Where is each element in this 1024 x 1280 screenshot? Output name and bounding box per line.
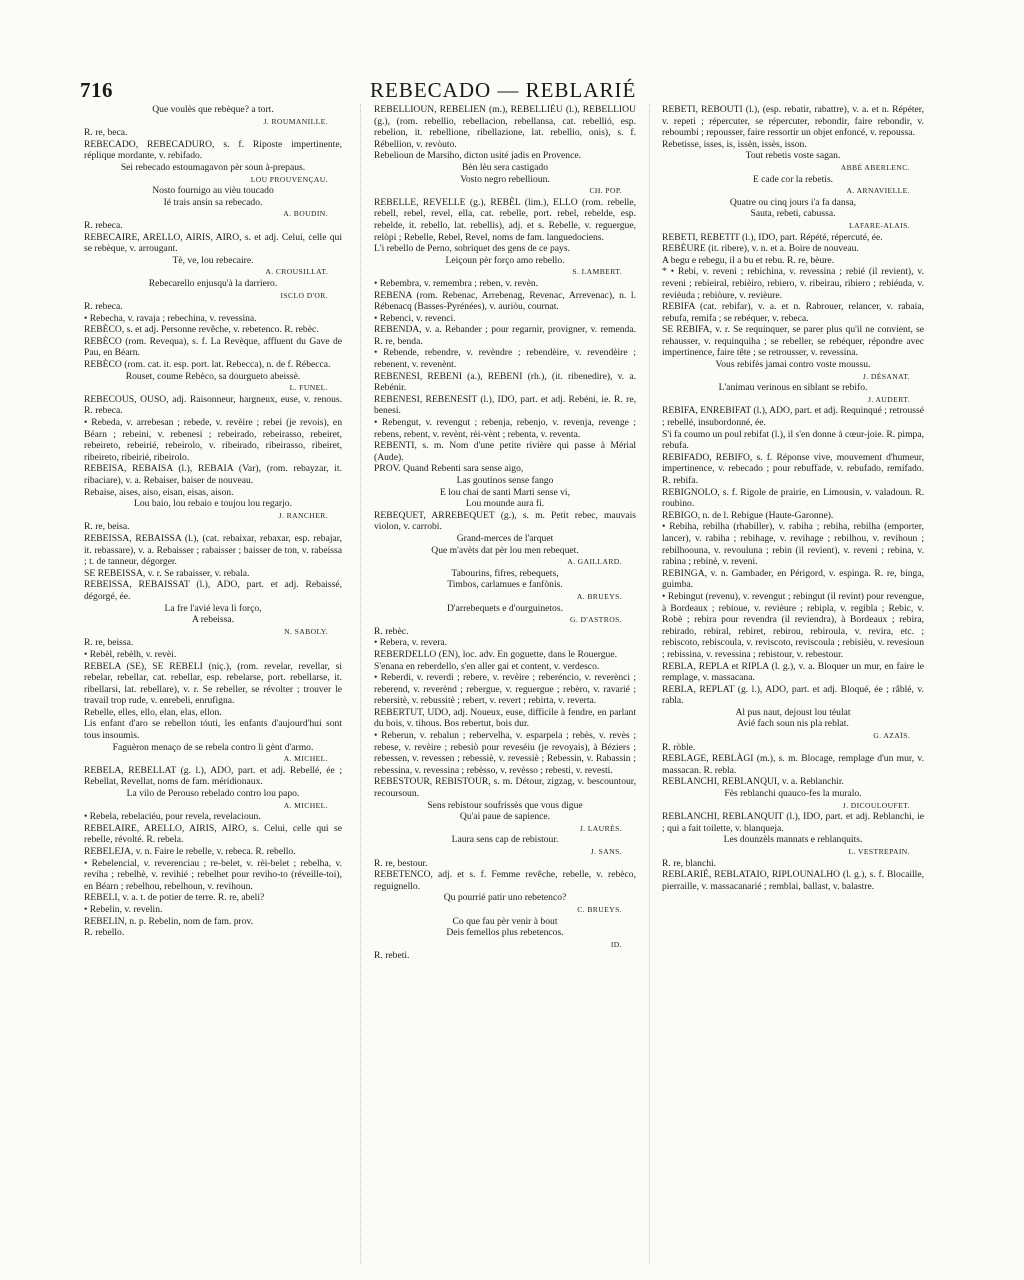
entry-paragraph: R. re, beisa. (84, 521, 130, 533)
entry-paragraph: REBENDA, v. a. Rebander ; pour regarnir, provigner, v. remenda. R. re, benda. (374, 324, 636, 347)
entry-paragraph: REBEISSA, REBAISSAT (l.), ADO, part. et adj. Rebaissé, dégorgé, ée. (84, 579, 342, 602)
entry-paragraph: SE REBEISSA, v. r. Se rabaisser, v. rebala. (84, 567, 250, 579)
entry-paragraph: REBENESI, REBENESIT (l.), IDO, part. et adj. Rebéni, ie. R. re, benesi. (374, 393, 636, 417)
citation-verse: La vilo de Perouso rebelado contro lou papo. (126, 788, 300, 800)
entry-paragraph: REBENTI, s. m. Nom d'une petite rivière qui passe à Mérial (Aude). (374, 440, 636, 463)
entry-paragraph: REBECOUS, OUSO, adj. Raisonneur, hargneux, euse, v. renous. R. rebeca. (84, 393, 342, 417)
citation-verse: Ié trais ansin sa rebecado. (163, 196, 263, 208)
citation-author: L. FUNEL. (289, 383, 328, 393)
entry-paragraph: REBENA (rom. Rebenac, Arrebenag, Revenac, Arrevenac), n. l. Rébenacq (Basses-Pyrénées), v. auriòu, cournat. (374, 289, 636, 313)
entry-paragraph: REBLANCHI, REBLANQUIT (l.), IDO, part. et adj. Reblanchi, ie ; qui a fait toilette, v. blanqueja. (662, 811, 924, 834)
citation-verse: Leiçoun pèr forço amo rebello. (445, 254, 565, 266)
entry-paragraph: • Rebelencial, v. reverenciau ; re-belet, v. rèi-belet ; rebelha, v. reviha ; rebelhè, v. revihié ; rebelhet pour reviho-to (réveille-toi), en Béarn ; rebelhou, rebelhoun, v. revihoun. (84, 857, 342, 892)
citation-verse: Nosto fournigo au vièu toucado (152, 185, 274, 197)
entry-paragraph: • Rebela, rebelaciéu, pour revela, revelacioun. (84, 811, 261, 823)
citation-author: A. ARNAVIELLE. (846, 186, 910, 196)
entry-paragraph: • Reberun, v. rebalun ; rebervelha, v. esparpela ; rebès, v. revès ; rebese, v. revèire ; rebesiò pour reveséiu (je revoyais), à Béziers ; rebessen, v. revessen ; rebessiè, v. revessiè ; Rebessin, v. Rabassin ; rebessina, v. revessina ; rebèsso, v. revèsso ; rebesti, v. revesti. (374, 730, 636, 776)
citation-verse: Lou baio, lou rebaio e toujou lou regarjo. (134, 498, 292, 510)
citation-verse: La fre l'avié leva li forço, (164, 602, 262, 614)
citation-verse: Vosto negro rebellioun. (460, 173, 550, 185)
entry-paragraph: REBIGO, n. de l. Rebigue (Haute-Garonne). (662, 509, 834, 521)
entry-paragraph: REBECAIRE, ARELLO, AIRIS, AIRO, s. et adj. Celui, celle qui se rebèque, v. arrougant. (84, 231, 342, 255)
entry-paragraph: • Rebecha, v. ravaja ; rebechina, v. revessina. (84, 312, 257, 324)
citation-author: A. BRUEYS. (576, 591, 622, 601)
entry-paragraph: • Rebera, v. revera. (374, 637, 448, 649)
citation-verse: E lou chai de santi Marti sense vi, (439, 486, 571, 498)
entry-paragraph: REBIFA (cat. rebifar), v. a. et n. Rabrouer, relancer, v. rabaia, rebufa, remifa ; se rebéquer, v. rebeca. (662, 301, 924, 324)
citation-verse: Al pus naut, dejoust lou téulat (735, 706, 851, 718)
entry-paragraph: REBELEJA, v. n. Faire le rebelle, v. rebeca. R. rebello. (84, 846, 296, 857)
citation-verse: Timbos, carlamues e fanfònis. (447, 579, 563, 591)
entry-paragraph: REBESTOUR, REBISTOUR, s. m. Détour, zigzag, v. bescountour, recoursoun. (374, 776, 636, 800)
entry-paragraph: REBLANCHI, REBLANQUI, v. a. Reblanchir. (662, 776, 844, 788)
citation-verse: L'animau verinous en siblant se rebifo. (718, 382, 868, 394)
entry-paragraph: • Rebeda, v. arrebesan ; rebede, v. revèire ; rebei (je revois), en Béarn ; rebeini, v. rebenesi ; rebeirado, rebeirasso, rebeiret, rebeireto, rebeirié, rebeirolo, v. ribeirado, ribeirasso, ribeiret, ribeireto, ribeirié, ribeirolo. (84, 417, 342, 463)
citation-verse: Rebecarello enjusqu'à la darriero. (148, 277, 278, 289)
entry-paragraph: A begu e rebegu, il a bu et rebu. R. re, bèure. (662, 254, 835, 266)
citation-verse: Tè, ve, lou rebecaire. (172, 254, 254, 266)
entry-paragraph: Rebetisse, isses, is, issèn, issès, isson. (662, 138, 807, 150)
citation-verse: Qu pourrié patir uno rebetenco? (443, 892, 567, 904)
entry-paragraph: REBIFADO, REBIFO, s. f. Réponse vive, mouvement d'humeur, impertinence, v. rebecado ; pour rebuffade, v. rebufado, remifado. R. rebifa. (662, 451, 924, 486)
entry-paragraph: REBETENCO, adj. et s. f. Femme revêche, rebelle, v. rebèco, reguignello. (374, 869, 636, 892)
citation-author: G. D'ASTROS. (570, 615, 622, 625)
citation-verse: Laura sens cap de rebistour. (451, 834, 559, 846)
citation-author: LAFARE-ALAIS. (849, 220, 910, 230)
entry-paragraph: Rebelioun de Marsiho, dicton usité jadis en Provence. (374, 150, 582, 162)
citation-verse: Faguèron menaço de se rebela contro li gènt d'armo. (112, 741, 314, 753)
citation-verse: Grand-merces de l'arquet (456, 532, 554, 544)
citation-verse: Quatre ou cinq jours i'a fa dansa, (729, 196, 857, 208)
citation-author: G. AZAÏS. (873, 731, 910, 741)
entry-paragraph: REBELIN, n. p. Rebelin, nom de fam. prov. (84, 915, 254, 927)
citation-author: ISCLO D'OR. (280, 290, 328, 300)
entry-paragraph: R. rebeca. (84, 219, 123, 231)
citation-verse: Vous rebifès jamai contro voste moussu. (715, 359, 871, 371)
column-divider (360, 104, 361, 1264)
citation-author: C. BRUEYS. (577, 904, 622, 914)
entry-paragraph: REBECADO, REBECADURO, s. f. Riposte impertinente, réplique mordante, v. rebifado. (84, 138, 342, 162)
citation-verse: Deis femellos plus rebetencos. (446, 927, 564, 939)
entry-paragraph: Lis enfant d'aro se rebellon tóuti, les enfants d'aujourd'hui sont tous insoumis. (84, 718, 342, 742)
entry-paragraph: R. rebello. (84, 927, 125, 939)
citation-author: J. LAURÈS. (579, 823, 622, 833)
citation-verse: Co que fau pèr venir à bout (452, 915, 558, 927)
citation-verse: Tout rebetis voste sagan. (745, 150, 841, 162)
citation-verse: Bèn lèu sera castigado (461, 161, 549, 173)
citation-author: ABBÉ ABERLENC. (840, 162, 910, 172)
entry-paragraph: REBETI, REBOUTI (l.), (esp. rebatir, rabattre), v. a. et n. Répéter, v. repeti ; répercuter, se répercuter, rebondir, faire rebondir, v. reboumbi ; repousser, faire ressortir un objet enfoncé, v. repoussa. (662, 104, 924, 139)
citation-author: CH. POP. (589, 186, 622, 196)
entry-paragraph: • Rebèl, rebèlh, v. revèi. (84, 648, 177, 660)
entry-paragraph: REBIFA, ENREBIFAT (l.), ADO, part. et adj. Requinqué ; retroussé ; rebellé, insubordonné, ée. (662, 405, 924, 429)
entry-paragraph: R. ròble. (662, 741, 696, 753)
entry-paragraph: R. rebeti. (374, 950, 410, 962)
citation-author: J. SANS. (590, 847, 622, 856)
citation-author: A. BOUDIN. (283, 209, 328, 219)
entry-paragraph: • Rebelin, v. revelin. (84, 903, 163, 915)
column-middle (374, 104, 636, 1264)
entry-paragraph: REBELLIOUN, REBELIEN (m.), REBELLIÉU (l.), REBELLIOU (g.), (rom. rebellio, rebellacion, rebellansa, cat. rebellió, esp. rebelion, it. rebellione, ribellazione, lat. rebellio, onis), s. f. Rébellion, v. revòuto. (374, 104, 636, 150)
citation-author: J. ROUMANILLE. (263, 116, 328, 126)
column-left (84, 104, 342, 1264)
running-head: REBECADO — REBLARIÉ (370, 78, 637, 102)
entry-paragraph: • Rebiha, rebilha (rhabiller), v. rabiha ; rebiha, rebilha (emporter, lancer), v. rabiha ; rebihage, v. revihage ; rebilhou, v. revihoun ; rebilhoouna, v. revouluna ; rebin (il revient), v. reveni ; rebina, v. rabina ; rebinè, v. reveni. (662, 521, 924, 568)
citation-author: J. DICOULOUFET. (842, 800, 910, 810)
entry-paragraph: Rebelle, elles, ello, elan, elas, ellon. (84, 706, 222, 718)
entry-paragraph: PROV. Quand Rebenti sara sense aigo, (374, 463, 524, 475)
entry-paragraph: REBENESI, REBENI (a.), REBENI (rh.), (it. ribenedire), v. a. Rebénir. (374, 370, 636, 394)
entry-paragraph: SE REBIFA, v. r. Se requinquer, se parer plus qu'il ne convient, se rehausser, v. requinquiha ; se rebeller, se rebéquer, répondre avec impertinence, faire tête ; se retrousser, v. revessina. (662, 324, 924, 359)
entry-paragraph: R. re, blanchi. (662, 857, 717, 869)
citation-verse: Las goutinos sense fango (456, 475, 554, 486)
entry-paragraph: R. re, beca. (84, 127, 128, 139)
entry-paragraph: * • Rebi, v. reveni ; rebichina, v. revessina ; rebié (il revient), v. reveni ; rebieiral, rebièiro, rebiero, v. ribeirau, ribiero ; rebiéuda, v. revièuda ; rebiòure, v. revièure. (662, 266, 924, 301)
entry-paragraph: REBÈCO (rom. Revequa), s. f. La Revèque, affluent du Gave de Pau, en Béarn. (84, 335, 342, 359)
citation-verse: A rebeissa. (191, 614, 235, 626)
entry-paragraph: Rebaise, aises, aiso, eisan, eisas, aison. (84, 486, 234, 498)
citation-verse: Sei rebecado estoumagavon pèr soun à-prepaus. (120, 161, 306, 173)
citation-verse: Que m'avèts dat pèr lou men rebequet. (431, 544, 579, 556)
page-number: 716 (80, 78, 113, 102)
citation-verse: Avié fach soun nis pla reblat. (737, 718, 849, 730)
citation-verse: D'arrebequets e d'ourguinetos. (447, 602, 563, 614)
entry-paragraph: REBLA, REPLA et RIPLA (l. g.), v. a. Bloquer un mur, en faire le remplage, v. massacana. (662, 660, 924, 684)
citation-verse: E cade cor la rebetis. (752, 173, 834, 185)
citation-author: J. DÉSANAT. (862, 371, 910, 381)
citation-verse: Qu'ai paue de sapience. (459, 811, 551, 823)
entry-paragraph: REBÈCO (rom. cat. it. esp. port. lat. Rebecca), n. de f. Rébecca. (84, 359, 331, 371)
citation-author: ID. (610, 939, 622, 949)
citation-verse: Rouset, coume Rebèco, sa dourgueto abeissè. (125, 370, 301, 382)
entry-paragraph: • Rebingut (revenu), v. revengut ; rebingut (il revint) pour revengue, à Bordeaux ; rebioue, v. revièure ; rebipla, v. regibla ; Rebic, v. Robè ; rebira pour revendra (il reviendra), à Bordeaux ; rebira, rebirado, rebiral, rebiret, rebirou, rebiroula, v. revira, etc. ; rebiscoto, rebiscoula, v. reviscoto, reviscoula ; rebisièu, v. revesioun ; rebissina, v. revessina ; rebistour, v. rebestour. (662, 590, 924, 660)
entry-paragraph: REBELA (SE), SE REBELI (niç.), (rom. revelar, revellar, si rebelar, rebellar, cat. rebellar, esp. rebelarse, port. rebellarse, it. ribellarsi, lat. rebellare), v. r. Se rebeller, se révolter ; trouver le travail trop rude, v. enrebeli, enrufigna. (84, 660, 342, 707)
entry-paragraph: S'i fa coumo un poul rebifat (l.), il s'en donne à cœur-joie. R. pimpa, rebufa. (662, 428, 924, 452)
entry-paragraph: REBIGNOLO, s. f. Rigole de prairie, en Limousin, v. valadoun. R. roubino. (662, 486, 924, 510)
entry-paragraph: REBÈCO, s. et adj. Personne revêche, v. rebetenco. R. rebèc. (84, 324, 319, 336)
entry-paragraph: REBETI, REBETIT (l.), IDO, part. Répété, répercuté, ée. (662, 231, 883, 243)
citation-verse: Les dounzèls mannats e reblanquits. (723, 834, 863, 846)
entry-paragraph: • Rebende, rebendre, v. revèndre ; rebendèire, v. revendèire ; rebenent, v. revenènt. (374, 347, 636, 371)
entry-paragraph: • Reberdi, v. reverdi ; rebere, v. revèire ; reberéncio, v. reverènci ; reberend, v. reverènd ; rebergue, v. reguergue ; rebèro, v. ravarié ; rebersitè, v. rebussitè ; rebert, v. revert ; rebirta, v. reverta. (374, 672, 636, 707)
column-right (662, 104, 924, 1264)
citation-author: J. AUDERT. (867, 394, 910, 404)
entry-paragraph: S'enana en reberdello, s'en aller gai et content, v. verdesco. (374, 660, 600, 672)
citation-verse: Que voulès que rebèque? a tort. (152, 104, 274, 115)
entry-paragraph: REBLARIÉ, REBLATAIO, RIPLOUNALHO (l. g.), s. f. Blocaille, pierraille, v. massacanarié ; remblai, ballast, v. balastre. (662, 869, 924, 892)
citation-author: S. LAMBERT. (572, 267, 622, 277)
entry-paragraph: R. rebèc. (374, 625, 409, 637)
column-divider (649, 104, 650, 1264)
entry-paragraph: REBEISSA, REBAISSA (l.), (cat. rebaixar, rebaxar, esp. rebajar, it. rebassare), v. a. Rebaisser ; rabaisser ; baisser de ton, v. rabeissa ; t. de tanneur, dégorger. (84, 532, 342, 568)
entry-paragraph: REBLAGE, REBLÀGI (m.), s. m. Blocage, remplage d'un mur, v. massacan. R. rebla. (662, 753, 924, 776)
citation-author: A. GAILLARD. (567, 557, 622, 567)
entry-paragraph: • Rebembra, v. remembra ; reben, v. revèn. (374, 277, 539, 289)
citation-verse: Lou mounde aura fi. (465, 498, 545, 510)
citation-verse: Tabourins, fifres, rebequets, (451, 567, 559, 579)
entry-paragraph: • Rebenci, v. revenci. (374, 312, 456, 324)
citation-author: A. CROUSILLAT. (265, 267, 328, 277)
citation-author: LOU PROUVENÇAU. (250, 174, 328, 184)
citation-verse: Sauta, rebeti, cabussa. (750, 208, 836, 220)
entry-paragraph: REBÈURE (it. ribere), v. n. et a. Boire de nouveau. (662, 243, 859, 255)
entry-paragraph: REBEISA, REBAISA (l.), REBAIA (Var), (rom. rebayzar, it. ribaciare), v. a. Rebaiser, baiser de nouveau. (84, 463, 342, 486)
entry-paragraph: REBELAIRE, ARELLO, AIRIS, AIRO, s. Celui, celle qui se rebelle, révolté. R. rebela. (84, 822, 342, 846)
citation-author: J. RANCHER. (278, 510, 328, 520)
entry-paragraph: REBEQUET, ARREBEQUET (g.), s. m. Petit rebec, mauvais violon, v. carrobi. (374, 509, 636, 533)
entry-paragraph: R. re, bestour. (374, 857, 428, 869)
entry-paragraph: L'i rebello de Perno, sobriquet des gens de ce pays. (374, 243, 570, 255)
citation-author: A. MICHEL. (283, 800, 328, 810)
entry-paragraph: R. re, beissa. (84, 637, 134, 649)
entry-paragraph: REBELI, v. a. t. de potier de terre. R. re, abeli? (84, 892, 265, 904)
entry-paragraph: REBINGA, v. n. Gambader, en Périgord, v. espinga. R. re, binga, guimba. (662, 567, 924, 591)
citation-author: N. SABOLY. (284, 626, 328, 636)
citation-verse: Sens rebistour soufrissès que vous digue (427, 799, 583, 811)
entry-paragraph: R. rebeca. (84, 301, 123, 313)
citation-author: L. VESTREPAIN. (848, 847, 910, 856)
entry-paragraph: REBERTUT, UDO, adj. Noueux, euse, difficile à fendre, en parlant du bois, v. tihous. Bos rebertut, bois dur. (374, 706, 636, 730)
entry-paragraph: REBERDELLO (EN), loc. adv. En goguette, dans le Rouergue. (374, 648, 617, 660)
citation-author: A. MICHEL. (283, 754, 328, 764)
entry-paragraph: REBELA, REBELLAT (g. l.), ADO, part. et adj. Rebellé, ée ; Rebellat, Revellat, noms de fam. méridionaux. (84, 764, 342, 788)
citation-verse: Fès reblanchi quauco-fes la muralo. (724, 788, 862, 800)
entry-paragraph: REBLA, REPLAT (g. l.), ADO, part. et adj. Bloqué, ée ; râblé, v. rabla. (662, 683, 924, 707)
entry-paragraph: REBELLE, REVELLE (g.), REBÈL (lim.), ELLO (rom. rebelle, rebell, rebel, revel, ella, cat. rebelle, port. rebel, rebelde, esp. rebelde, it. rebello, lat. rebellis), adj. et s. Rebelle, v. reguergue, relòpi ; Rebelle, Rebel, Revel, noms de fam. languedociens. (374, 196, 636, 243)
entry-paragraph: • Rebengut, v. revengut ; rebenja, rebenjo, v. revenja, revenge ; rebens, rebent, v. revènt, rèi-vènt ; rebenta, v. reventa. (374, 417, 636, 440)
